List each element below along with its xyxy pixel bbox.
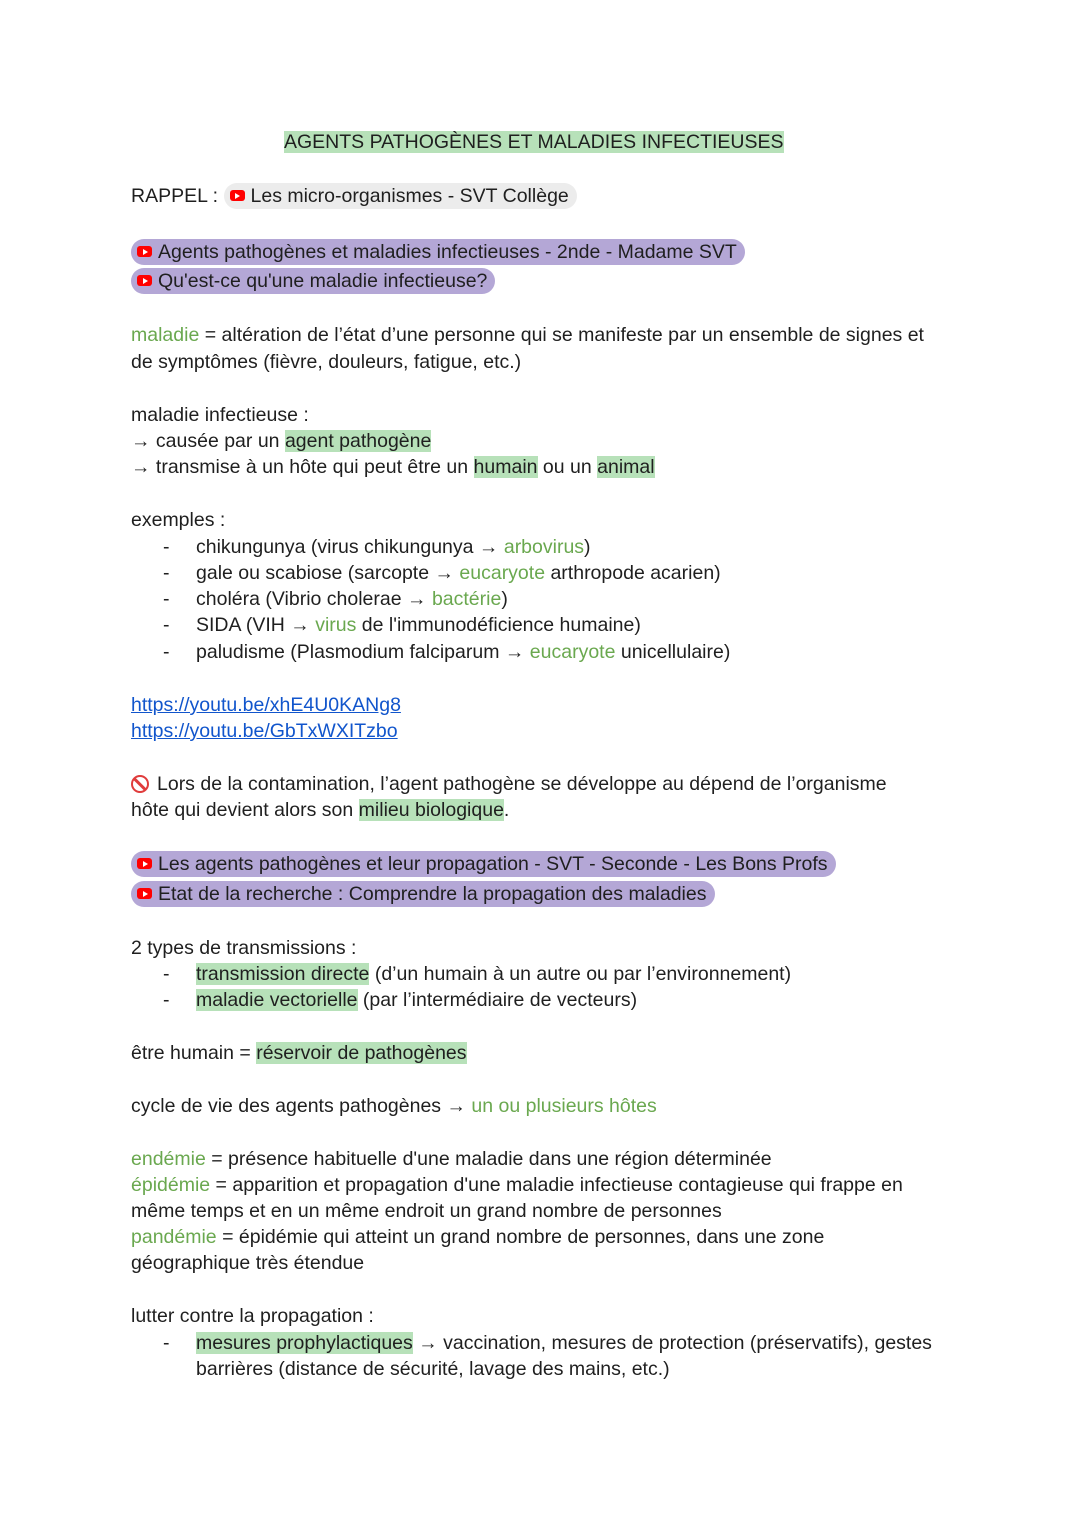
youtube-icon	[137, 858, 152, 869]
video-chip-agents-pathogenes[interactable]: Agents pathogènes et maladies infectieuses - 2nde - Madame SVT	[131, 239, 745, 265]
definition-endemie: endémie = présence habituelle d'une maladie dans une région déterminée	[131, 1148, 772, 1170]
list-item: maladie vectorielle (par l’intermédiaire de vecteurs)	[196, 989, 638, 1011]
definition-maladie-cont: de symptômes (fièvre, douleurs, fatigue, etc.)	[131, 351, 522, 373]
definition-maladie: maladie = altération de l’état d’une personne qui se manifeste par un ensemble de signes et	[131, 324, 924, 346]
video-chip-row	[131, 239, 745, 265]
infectieuse-cause: → causée par un agent pathogène	[131, 430, 432, 452]
prohibited-icon	[131, 775, 149, 793]
heading-maladie-infectieuse: maladie infectieuse :	[131, 404, 309, 426]
video-chip-micro-organismes[interactable]: Les micro-organismes - SVT Collège	[224, 183, 577, 209]
youtube-link[interactable]: https://youtu.be/GbTxWXITzbo	[131, 720, 398, 742]
contamination-note-cont: hôte qui devient alors son milieu biologique.	[131, 799, 510, 821]
bullet: -	[163, 588, 170, 610]
cycle-line: cycle de vie des agents pathogènes → un ou plusieurs hôtes	[131, 1095, 657, 1117]
list-item: choléra (Vibrio cholerae → bactérie)	[196, 588, 508, 610]
bullet: -	[163, 963, 170, 985]
rappel-line	[131, 183, 577, 209]
video-chip-maladie-infectieuse[interactable]: Qu'est-ce qu'une maladie infectieuse?	[131, 268, 495, 294]
video-chip-row	[131, 851, 836, 877]
heading-lutter: lutter contre la propagation :	[131, 1305, 374, 1327]
list-item: paludisme (Plasmodium falciparum → eucaryote unicellulaire)	[196, 641, 731, 663]
youtube-icon	[137, 888, 152, 899]
bullet: -	[163, 562, 170, 584]
bullet: -	[163, 641, 170, 663]
list-item-cont: barrières (distance de sécurité, lavage des mains, etc.)	[196, 1358, 670, 1380]
heading-transmissions: 2 types de transmissions :	[131, 937, 357, 959]
definition-epidemie-cont: même temps et en un même endroit un grand nombre de personnes	[131, 1200, 722, 1222]
youtube-link[interactable]: https://youtu.be/xhE4U0KANg8	[131, 694, 401, 716]
list-item: chikungunya (virus chikungunya → arbovirus)	[196, 536, 591, 558]
list-item: SIDA (VIH → virus de l'immunodéficience humaine)	[196, 614, 641, 636]
definition-pandemie-cont: géographique très étendue	[131, 1252, 365, 1274]
youtube-icon	[137, 246, 152, 257]
term-maladie: maladie	[131, 324, 200, 346]
definition-epidemie: épidémie = apparition et propagation d'une maladie infectieuse contagieuse qui frappe en	[131, 1174, 903, 1196]
heading-exemples: exemples :	[131, 509, 226, 531]
link-row	[131, 692, 401, 718]
bullet: -	[163, 989, 170, 1011]
video-chip-row	[131, 268, 495, 294]
list-item: mesures prophylactiques → vaccination, mesures de protection (préservatifs), gestes	[196, 1332, 932, 1354]
contamination-note: Lors de la contamination, l’agent pathogène se développe au dépend de l’organisme	[131, 771, 887, 797]
link-row	[131, 718, 398, 744]
list-item: transmission directe (d’un humain à un autre ou par l’environnement)	[196, 963, 792, 985]
reservoir-line: être humain = réservoir de pathogènes	[131, 1042, 467, 1064]
list-item: gale ou scabiose (sarcopte → eucaryote arthropode acarien)	[196, 562, 721, 584]
definition-pandemie: pandémie = épidémie qui atteint un grand nombre de personnes, dans une zone	[131, 1226, 825, 1248]
rappel-label: RAPPEL :	[131, 185, 219, 207]
bullet: -	[163, 614, 170, 636]
video-chip-etat-recherche[interactable]: Etat de la recherche : Comprendre la propagation des maladies	[131, 881, 715, 907]
bullet: -	[163, 536, 170, 558]
infectieuse-transmission: → transmise à un hôte qui peut être un humain ou un animal	[131, 456, 655, 478]
youtube-icon	[137, 275, 152, 286]
video-chip-row	[131, 881, 715, 907]
page-title: AGENTS PATHOGÈNES ET MALADIES INFECTIEUSES	[284, 131, 784, 153]
video-chip-propagation[interactable]: Les agents pathogènes et leur propagation - SVT - Seconde - Les Bons Profs	[131, 851, 836, 877]
bullet: -	[163, 1332, 170, 1354]
youtube-icon	[230, 190, 245, 201]
